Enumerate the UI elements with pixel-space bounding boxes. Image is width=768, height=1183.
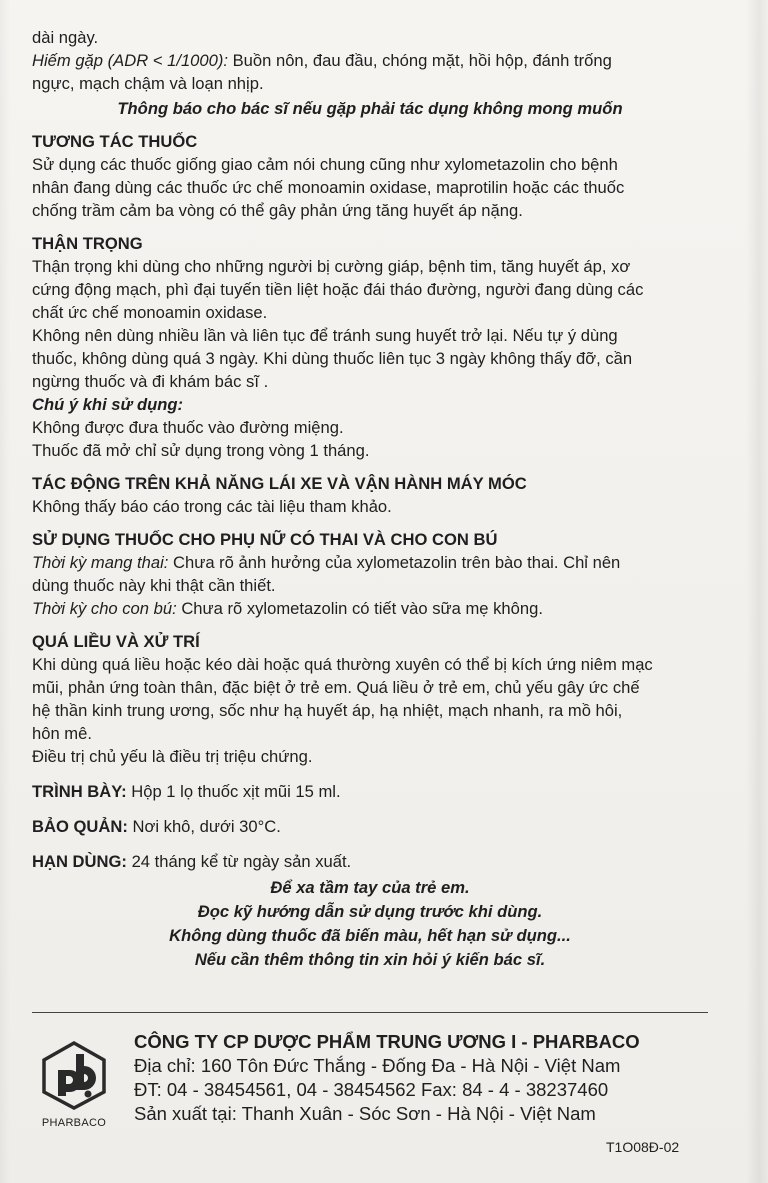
company-factory: Sản xuất tại: Thanh Xuân - Sóc Sơn - Hà Nội - Việt Nam: [134, 1103, 596, 1124]
warning-note: Để xa tầm tay của trẻ em.: [270, 878, 470, 897]
text-line: ngực, mạch chậm và loạn nhịp.: [32, 74, 264, 93]
text-line: Thận trọng khi dùng cho những người bị cường giáp, bệnh tim, tăng huyết áp, xơ: [32, 257, 631, 276]
text-line: hệ thần kinh trung ương, sốc như hạ huyết áp, hạ nhiệt, mạch nhanh, ra mồ hôi,: [32, 701, 623, 720]
warning-note: Không dùng thuốc đã biến màu, hết hạn sử dụng...: [169, 926, 571, 945]
text-line: Sử dụng các thuốc giống giao cảm nói chung cũng như xylometazolin cho bệnh: [32, 155, 618, 174]
section-heading-interactions: TƯƠNG TÁC THUỐC: [32, 132, 198, 151]
text-line: Không nên dùng nhiều lần và liên tục để tránh sung huyết trở lại. Nếu tự ý dùng: [32, 326, 618, 345]
text-line: Không được đưa thuốc vào đường miệng.: [32, 418, 344, 437]
company-name: CÔNG TY CP DƯỢC PHẨM TRUNG ƯƠNG I - PHARBACO: [134, 1031, 640, 1052]
company-info: [134, 1030, 704, 1126]
storage-line: [32, 815, 708, 838]
presentation-label: TRÌNH BÀY:: [32, 782, 127, 801]
leaflet-body: [32, 26, 708, 873]
storage-value: Nơi khô, dưới 30°C.: [127, 817, 281, 836]
expiry-label: HẠN DÙNG:: [32, 852, 127, 871]
text-line: ngừng thuốc và đi khám bác sĩ .: [32, 372, 269, 391]
text-line: Khi dùng quá liều hoặc kéo dài hoặc quá thường xuyên có thể bị kích ứng niêm mạc: [32, 655, 653, 674]
section-heading-overdose: QUÁ LIỀU VÀ XỬ TRÍ: [32, 632, 200, 651]
text-line: Không thấy báo cáo trong các tài liệu tham khảo.: [32, 497, 392, 516]
document-code: T1O08Đ-02: [606, 1139, 680, 1155]
rare-text: Buồn nôn, đau đầu, chóng mặt, hồi hộp, đánh trống: [228, 51, 612, 70]
text-line: dùng thuốc này khi thật cần thiết.: [32, 576, 276, 595]
rare-label: Hiếm gặp (ADR < 1/1000):: [32, 51, 228, 70]
expiry-line: [32, 850, 708, 873]
logo-mark: [38, 1040, 110, 1110]
company-address: Địa chỉ: 160 Tôn Đức Thắng - Đống Đa - Hà Nội - Việt Nam: [134, 1055, 621, 1076]
company-phone: ĐT: 04 - 38454561, 04 - 38454562 Fax: 84 - 4 - 38237460: [134, 1079, 609, 1100]
text-line: cứng động mạch, phì đại tuyến tiền liệt hoặc đái tháo đường, người đang dùng các: [32, 280, 644, 299]
storage-label: BẢO QUẢN:: [32, 817, 128, 836]
text-line: hôn mê.: [32, 724, 92, 743]
paper-fold: [746, 0, 768, 1183]
section-heading-precautions: THẬN TRỌNG: [32, 234, 143, 253]
text-line: nhân đang dùng các thuốc ức chế monoamin oxidase, maprotilin hoặc các thuốc: [32, 178, 625, 197]
rare-effects-line: [32, 49, 708, 72]
breastfeeding-text: Chưa rõ xylometazolin có tiết vào sữa mẹ không.: [176, 599, 543, 618]
text-line: thuốc, không dùng quá 3 ngày. Khi dùng thuốc liên tục 3 ngày không thấy đỡ, cần: [32, 349, 633, 368]
section-heading-pregnancy: SỬ DỤNG THUỐC CHO PHỤ NỮ CÓ THAI VÀ CHO CON BÚ: [32, 530, 498, 549]
breastfeeding-label: Thời kỳ cho con bú:: [32, 599, 177, 618]
warning-note: Đọc kỹ hướng dẫn sử dụng trước khi dùng.: [197, 902, 543, 921]
warning-notes: [32, 876, 708, 972]
text-line: Điều trị chủ yếu là điều trị triệu chứng.: [32, 747, 313, 766]
section-heading-driving: TÁC ĐỘNG TRÊN KHẢ NĂNG LÁI XE VÀ VẬN HÀNH MÁY MÓC: [32, 474, 527, 493]
pharbaco-logo-icon: [38, 1040, 110, 1128]
notify-doctor-line: Thông báo cho bác sĩ nếu gặp phải tác dụng không mong muốn: [117, 99, 623, 118]
text-line: chất ức chế monoamin oxidase.: [32, 303, 268, 322]
breastfeeding-line: [32, 597, 708, 620]
presentation-value: Hộp 1 lọ thuốc xịt mũi 15 ml.: [126, 782, 341, 801]
pregnancy-label: Thời kỳ mang thai:: [32, 553, 169, 572]
divider: [32, 1012, 708, 1013]
text-line: Thuốc đã mở chỉ sử dụng trong vòng 1 tháng.: [32, 441, 370, 460]
pregnancy-line: [32, 551, 708, 574]
logo-text: PHARBACO: [41, 1117, 107, 1129]
usage-note-heading: Chú ý khi sử dụng:: [32, 395, 184, 414]
text-line: dài ngày.: [32, 28, 99, 47]
text-line: mũi, phản ứng toàn thân, đặc biệt ở trẻ em. Quá liều ở trẻ em, chủ yếu gây ức chế: [32, 678, 640, 697]
presentation-line: [32, 780, 708, 803]
pregnancy-text: Chưa rõ ảnh hưởng của xylometazolin trên bào thai. Chỉ nên: [168, 553, 621, 572]
warning-note: Nếu cần thêm thông tin xin hỏi ý kiến bác sĩ.: [194, 950, 546, 969]
expiry-value: 24 tháng kể từ ngày sản xuất.: [126, 852, 352, 871]
text-line: chống trầm cảm ba vòng có thể gây phản ứng tăng huyết áp nặng.: [32, 201, 523, 220]
